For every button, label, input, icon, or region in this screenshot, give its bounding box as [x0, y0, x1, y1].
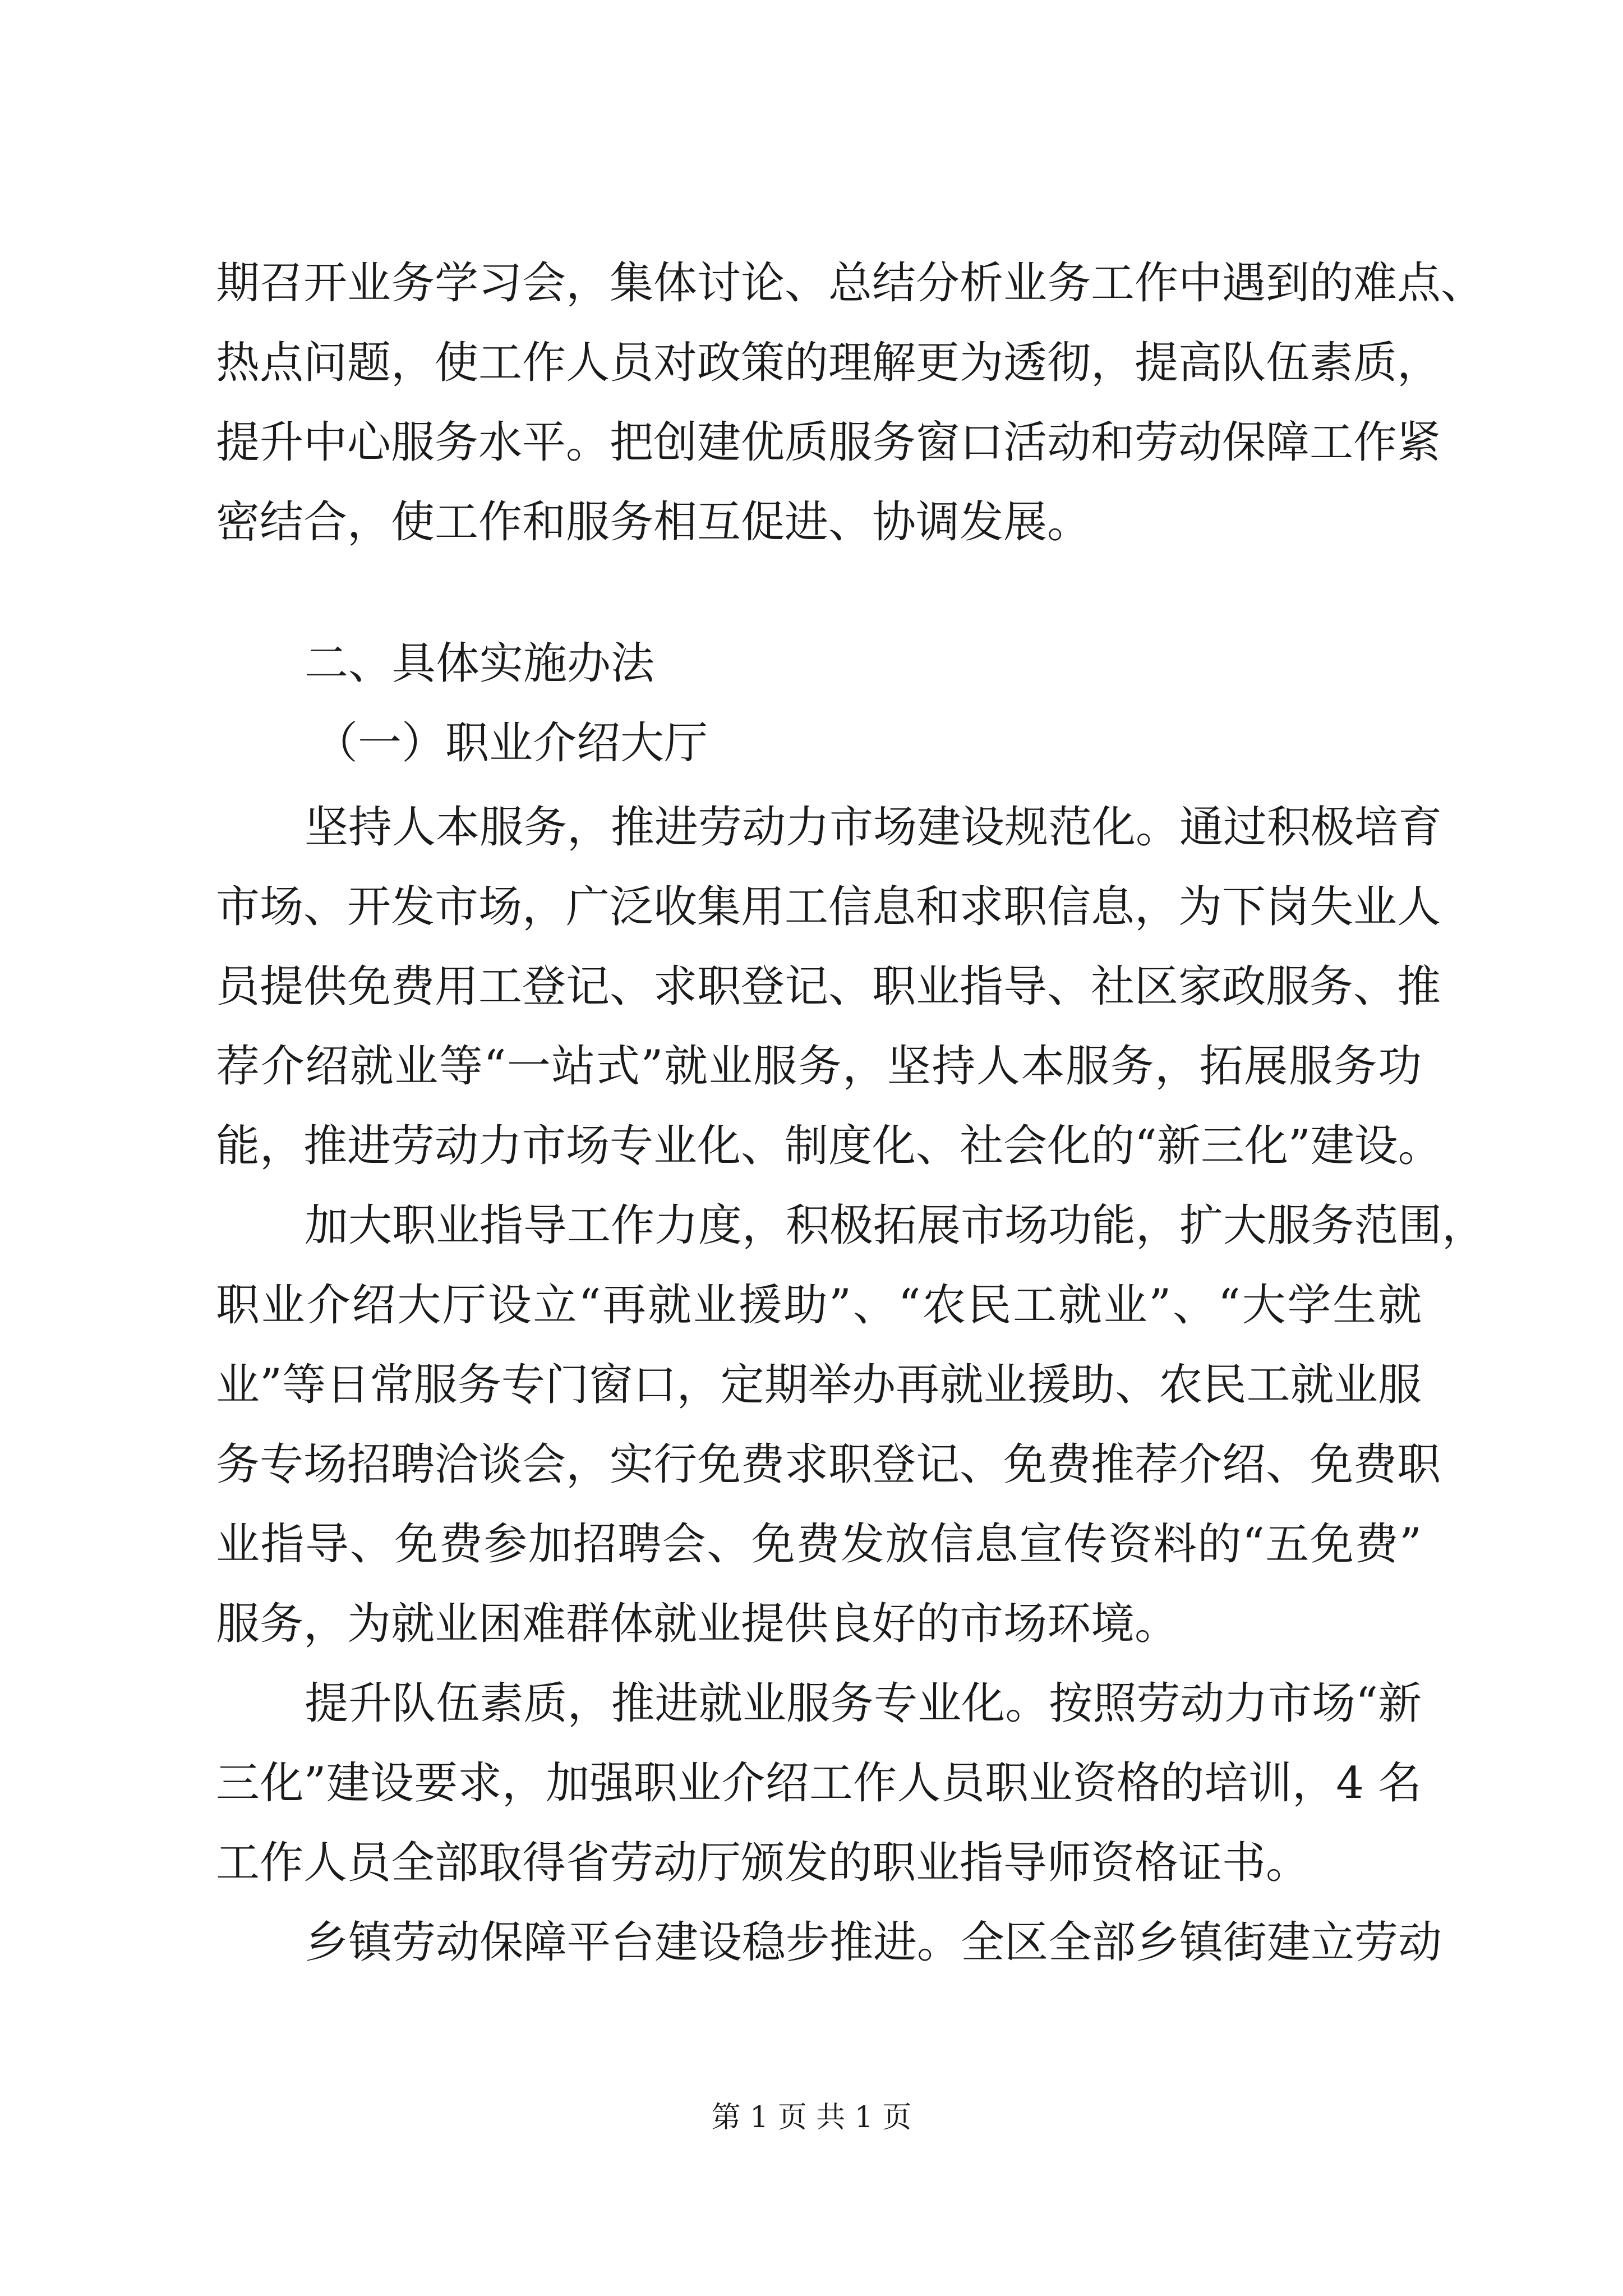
- text-line: 加大职业指导工作力度，积极拓展市场功能，扩大服务范围，: [305, 1200, 1486, 1251]
- subsection-heading: （一）职业介绍大厅: [314, 718, 708, 769]
- section-heading: 二、具体实施办法: [305, 638, 655, 689]
- text-line: 坚持人本服务，推进劳动力市场建设规范化。通过积极培育: [305, 802, 1442, 853]
- text-line: 期召开业务学习会，集体讨论、总结分析业务工作中遇到的难点、: [216, 258, 1485, 309]
- text-line: 职业介绍大厅设立“再就业援助”、“农民工就业”、“大学生就: [216, 1280, 1422, 1331]
- text-line: 业”等日常服务专门窗口，定期举办再就业援助、农民工就业服: [216, 1360, 1422, 1410]
- text-line: 提升中心服务水平。把创建优质服务窗口活动和劳动保障工作紧: [216, 417, 1441, 468]
- text-line: 工作人员全部取得省劳动厅颁发的职业指导师资格证书。: [216, 1838, 1310, 1888]
- text-line: 市场、开发市场，广泛收集用工信息和求职信息，为下岗失业人: [216, 882, 1441, 932]
- text-line: 热点问题，使工作人员对政策的理解更为透彻，提高队伍素质，: [216, 338, 1441, 388]
- page-number-footer: 第 1 页 共 1 页: [711, 2101, 912, 2134]
- text-line: 业指导、免费参加招聘会、免费发放信息宣传资料的“五免费”: [216, 1519, 1422, 1570]
- text-line: 密结合，使工作和服务相互促进、协调发展。: [216, 497, 1091, 547]
- text-line: 荐介绍就业等“一站式”就业服务，坚持人本服务，拓展服务功: [216, 1041, 1422, 1092]
- text-line: 服务，为就业困难群体就业提供良好的市场环境。: [216, 1599, 1179, 1649]
- text-line: 乡镇劳动保障平台建设稳步推进。全区全部乡镇街建立劳动: [305, 1917, 1442, 1968]
- text-line: 能，推进劳动力市场专业化、制度化、社会化的“新三化”建设。: [216, 1121, 1442, 1171]
- text-line: 员提供免费用工登记、求职登记、职业指导、社区家政服务、推: [216, 961, 1441, 1012]
- text-line: 提升队伍素质，推进就业服务专业化。按照劳动力市场“新: [305, 1678, 1422, 1729]
- text-line: 三化”建设要求，加强职业介绍工作人员职业资格的培训，4 名: [216, 1758, 1422, 1809]
- text-line: 务专场招聘洽谈会，实行免费求职登记、免费推荐介绍、免费职: [216, 1439, 1441, 1490]
